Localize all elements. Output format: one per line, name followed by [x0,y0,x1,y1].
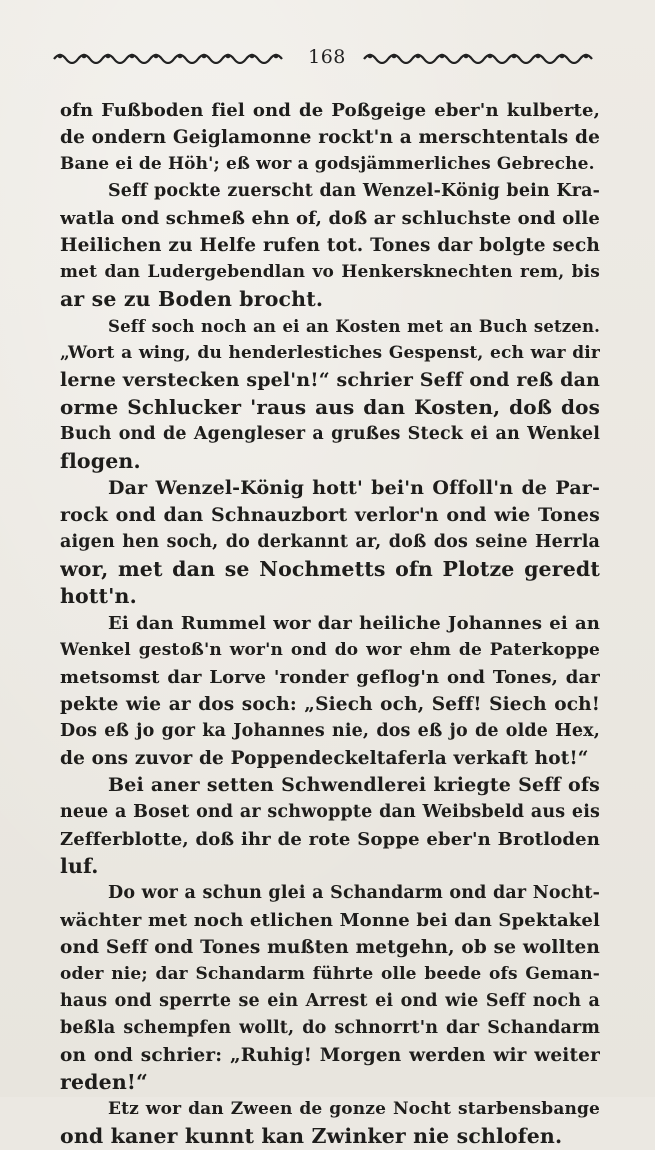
text-line: met dan Ludergebendlan vo Henkersknechten rem, bis [60,262,600,282]
text-line: orme Schlucker 'raus aus dan Kosten, doß dos [60,395,600,419]
text-line: Do wor a schun glei a Schandarm ond dar Nocht- [108,883,600,903]
text-line: luf. [60,854,99,878]
text-line: ofn Fußboden fiel ond de Poßgeige eber'n kulberte, [60,100,600,121]
text-line: Bei aner setten Schwendlerei kriegte Seff ofs [108,774,600,796]
text-line: metsomst dar Lorve 'ronder geflog'n ond Tones, dar [60,667,600,688]
text-line: Seff pockte zuerscht dan Wenzel-König bein Kra- [108,181,600,201]
body-text [60,97,600,1150]
text-line: ar se zu Boden brocht. [60,287,324,311]
right-ornament-border [362,50,602,64]
text-line: Etz wor dan Zween de gonze Nocht starbensbange [108,1099,600,1119]
text-line: watla ond schmeß ehn of, doß ar schluchste ond olle [60,208,600,229]
page-header [52,42,602,72]
text-line: Buch ond de Agengleser a grußes Steck ei an Wenkel [60,424,600,444]
text-line: haus ond sperrte se ein Arrest ei ond wie Seff noch a [60,991,600,1011]
text-line: flogen. [60,449,141,473]
text-line: de ons zuvor de Poppendeckeltaferla verkaft hot!“ [60,748,589,769]
text-line: aigen hen soch, do derkannt ar, doß dos seine Herrla [60,532,600,552]
text-line: ond Seff ond Tones mußten metgehn, ob se wollten [60,937,600,958]
text-line: wor, met dan se Nochmetts ofn Plotze geredt [60,557,600,581]
text-line: Heilichen zu Helfe rufen tot. Tones dar bolgte sech [60,235,600,256]
text-line: beßla schempfen wollt, do schnorrt'n dar Schandarm [60,1018,600,1038]
text-line: de ondern Geiglamonne rockt'n a merschtentals de [60,127,600,148]
text-line: wächter met noch etlichen Monne bei dan Spektakel [60,910,600,931]
text-line: rock ond dan Schnauzbort verlor'n ond wie Tones [60,504,600,526]
text-line: Zefferblotte, doß ihr de rote Soppe eber'n Brotloden [60,829,600,850]
text-line: „Wort a wing, du henderlestiches Gespenst, ech war dir [60,343,600,363]
text-line: Wenkel gestoß'n wor'n ond do wor ehm de Paterkoppe [60,640,600,660]
text-line: hott'n. [60,584,137,608]
text-line: on ond schrier: „Ruhig! Morgen werden wir weiter [60,1045,600,1066]
text-line: lerne verstecken spel'n!“ schrier Seff ond reß dan [60,369,600,391]
text-line: Dos eß jo gor ka Johannes nie, dos eß jo de olde Hex, [60,721,600,741]
text-line: Bane ei de Höh'; eß wor a godsjämmerliches Gebreche. [60,154,595,174]
text-line: Ei dan Rummel wor dar heiliche Johannes ei an [108,613,600,634]
text-line: oder nie; dar Schandarm führte olle beede ofs Geman- [60,964,600,984]
page-number: 168 [308,46,346,68]
text-line: reden!“ [60,1070,148,1094]
text-line: ond kaner kunnt kan Zwinker nie schlofen. [60,1124,563,1148]
text-line: neue a Boset ond ar schwoppte dan Weibsbeld aus eis [60,802,600,822]
text-line: pekte wie ar dos soch: „Siech och, Seff! Siech och! [60,694,600,715]
text-line: Seff soch noch an ei an Kosten met an Buch setzen. [108,317,600,336]
text-line: Dar Wenzel-König hott' bei'n Offoll'n de Par- [108,477,600,499]
left-ornament-border [52,50,292,64]
